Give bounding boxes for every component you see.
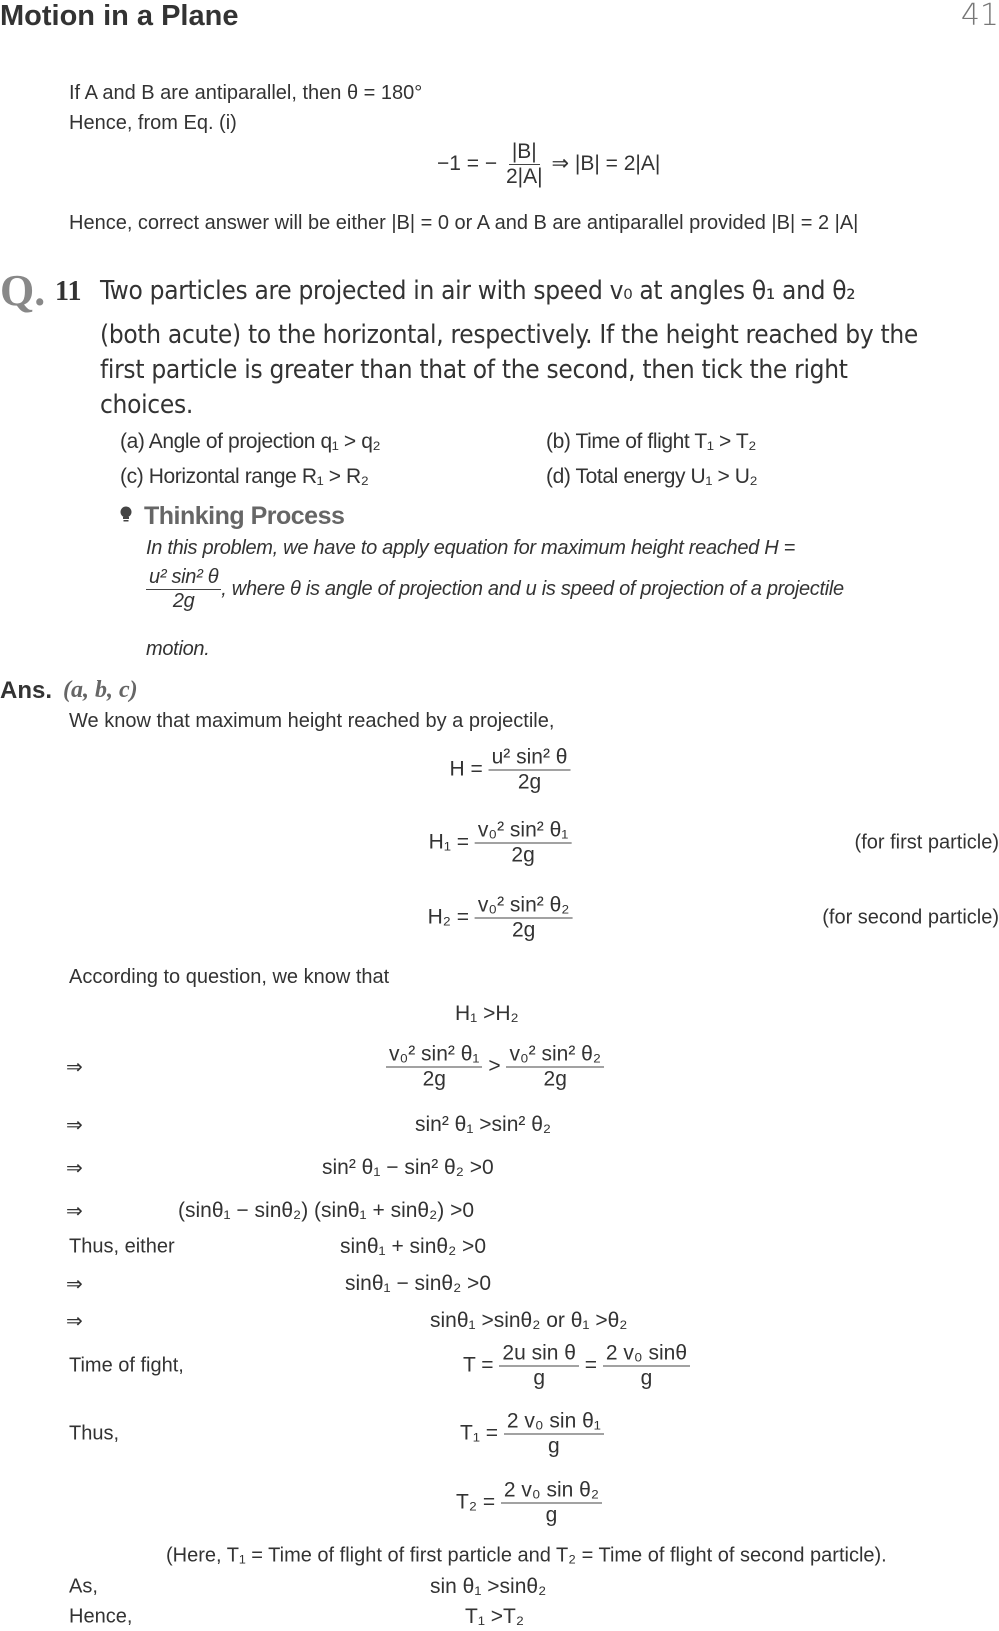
chapter-title: Motion in a Plane — [0, 0, 239, 32]
implies-arrow: ⇒ — [66, 1273, 83, 1296]
thinking-text: In this problem, we have to apply equation for maximum height reached H = — [146, 537, 796, 559]
thinking-text: , where θ is angle of projection and u is speed of projection of a projectile — [221, 577, 844, 600]
denominator: 2g — [517, 770, 542, 794]
equation-H1 — [429, 819, 572, 868]
denominator: 2g — [543, 1067, 567, 1091]
denominator: g — [533, 1366, 546, 1390]
numerator: v₀² sin² θ₂ — [475, 894, 573, 919]
numerator: 2 v₀ sin θ₂ — [501, 1479, 602, 1504]
text-line: If A and B are antiparallel, then θ = 180° — [69, 82, 423, 104]
eq-right: ⇒ |B| = 2|A| — [551, 152, 661, 176]
answer-value: (a, b, c) — [63, 677, 138, 703]
denominator: 2g — [511, 843, 535, 867]
equation: sin² θ₁ − sin² θ₂ >0 — [322, 1156, 494, 1179]
lhs: T₁ = — [460, 1421, 499, 1445]
thinking-process-title: Thinking Process — [144, 502, 345, 530]
equation-time-of-flight — [463, 1342, 690, 1391]
operator: = — [584, 1353, 598, 1377]
implies-arrow: ⇒ — [66, 1056, 83, 1079]
denominator: 2|A| — [505, 165, 543, 188]
operator: > — [488, 1054, 501, 1078]
equation: sin θ₁ >sinθ₂ — [430, 1575, 547, 1598]
numerator: |B| — [509, 140, 540, 165]
implies-arrow: ⇒ — [66, 1200, 83, 1223]
option-b: (b) Time of flight T₁ > T₂ — [546, 430, 757, 453]
fraction — [503, 140, 546, 189]
equation: (sinθ₁ − sinθ₂) (sinθ₁ + sinθ₂) >0 — [178, 1199, 475, 1222]
thinking-text: motion. — [146, 638, 210, 660]
lightbulb-icon — [120, 506, 132, 522]
equation-H2 — [428, 894, 573, 943]
equation — [437, 140, 660, 189]
lhs: H = — [449, 757, 483, 781]
equation-T2 — [456, 1479, 602, 1528]
numerator: u² sin² θ — [489, 746, 571, 771]
question-mark-logo: Q. — [0, 266, 46, 315]
question-line: choices. — [100, 390, 193, 420]
fraction — [506, 1043, 604, 1092]
fraction — [146, 566, 221, 613]
denominator: 2g — [172, 590, 195, 612]
equation-T1 — [460, 1410, 604, 1459]
equation — [386, 1043, 604, 1092]
note: (for first particle) — [854, 831, 999, 854]
text-line: According to question, we know that — [69, 966, 390, 988]
fraction — [489, 746, 571, 795]
numerator: u² sin² θ — [146, 566, 221, 590]
numerator: v₀² sin² θ₁ — [475, 819, 571, 844]
question-line: Two particles are projected in air with speed v₀ at angles θ₁ and θ₂ — [100, 276, 856, 306]
equation: sin² θ₁ >sin² θ₂ — [415, 1113, 552, 1136]
numerator: v₀² sin² θ₁ — [386, 1043, 482, 1068]
lhs: H₂ = — [427, 905, 470, 929]
equation: sinθ₁ >sinθ₂ or θ₁ >θ₂ — [430, 1309, 628, 1332]
denominator: g — [545, 1503, 558, 1527]
text-label: Thus, either — [69, 1235, 175, 1258]
equation-H — [450, 746, 571, 795]
denominator: g — [548, 1434, 560, 1458]
fraction — [603, 1342, 690, 1391]
equation: H₁ >H₂ — [455, 1002, 519, 1025]
numerator: 2 v₀ sin θ₁ — [504, 1410, 604, 1435]
answer-label: Ans. — [0, 677, 53, 704]
text-line: Hence, correct answer will be either |B| = 0 or A and B are antiparallel provided |B| = 2 |A| — [69, 212, 859, 234]
fraction — [501, 1479, 602, 1528]
text-line: Hence, from Eq. (i) — [69, 112, 237, 134]
page-number: 41 — [960, 0, 999, 33]
implies-arrow: ⇒ — [66, 1310, 83, 1333]
fraction — [475, 819, 571, 868]
text-label: Thus, — [69, 1422, 120, 1445]
numerator: v₀² sin² θ₂ — [506, 1043, 604, 1068]
fraction — [475, 894, 573, 943]
text-line: (Here, T₁ = Time of flight of first particle and T₂ = Time of flight of second particle). — [166, 1544, 887, 1567]
option-a: (a) Angle of projection q₁ > q₂ — [120, 430, 381, 453]
implies-arrow: ⇒ — [66, 1114, 83, 1137]
denominator: 2g — [511, 918, 536, 942]
numerator: 2 v₀ sinθ — [603, 1342, 690, 1367]
denominator: g — [640, 1366, 653, 1390]
option-d: (d) Total energy U₁ > U₂ — [546, 465, 758, 488]
implies-arrow: ⇒ — [66, 1157, 83, 1180]
note: (for second particle) — [822, 906, 999, 929]
lhs: T₂ = — [456, 1490, 496, 1514]
lhs: H₁ = — [428, 830, 470, 854]
question-line: (both acute) to the horizontal, respectively. If the height reached by the — [100, 320, 919, 350]
question-number: 11 — [55, 276, 82, 307]
question-line: first particle is greater than that of the second, then tick the right — [100, 355, 848, 385]
lhs: T = — [463, 1353, 494, 1377]
option-c: (c) Horizontal range R₁ > R₂ — [120, 465, 369, 488]
fraction — [386, 1043, 482, 1092]
fraction — [499, 1342, 579, 1391]
thinking-formula — [146, 566, 844, 613]
text-label: Time of fight, — [69, 1354, 184, 1377]
equation: T₁ >T₂ — [465, 1605, 524, 1628]
eq-left: −1 = − — [437, 152, 498, 176]
text-label: As, — [69, 1575, 98, 1598]
equation: sinθ₁ − sinθ₂ >0 — [345, 1272, 491, 1295]
denominator: 2g — [422, 1067, 446, 1091]
text-label: Hence, — [69, 1605, 133, 1628]
fraction — [504, 1410, 604, 1459]
numerator: 2u sin θ — [499, 1342, 579, 1367]
text-line: We know that maximum height reached by a projectile, — [69, 710, 555, 732]
equation: sinθ₁ + sinθ₂ >0 — [340, 1235, 486, 1258]
